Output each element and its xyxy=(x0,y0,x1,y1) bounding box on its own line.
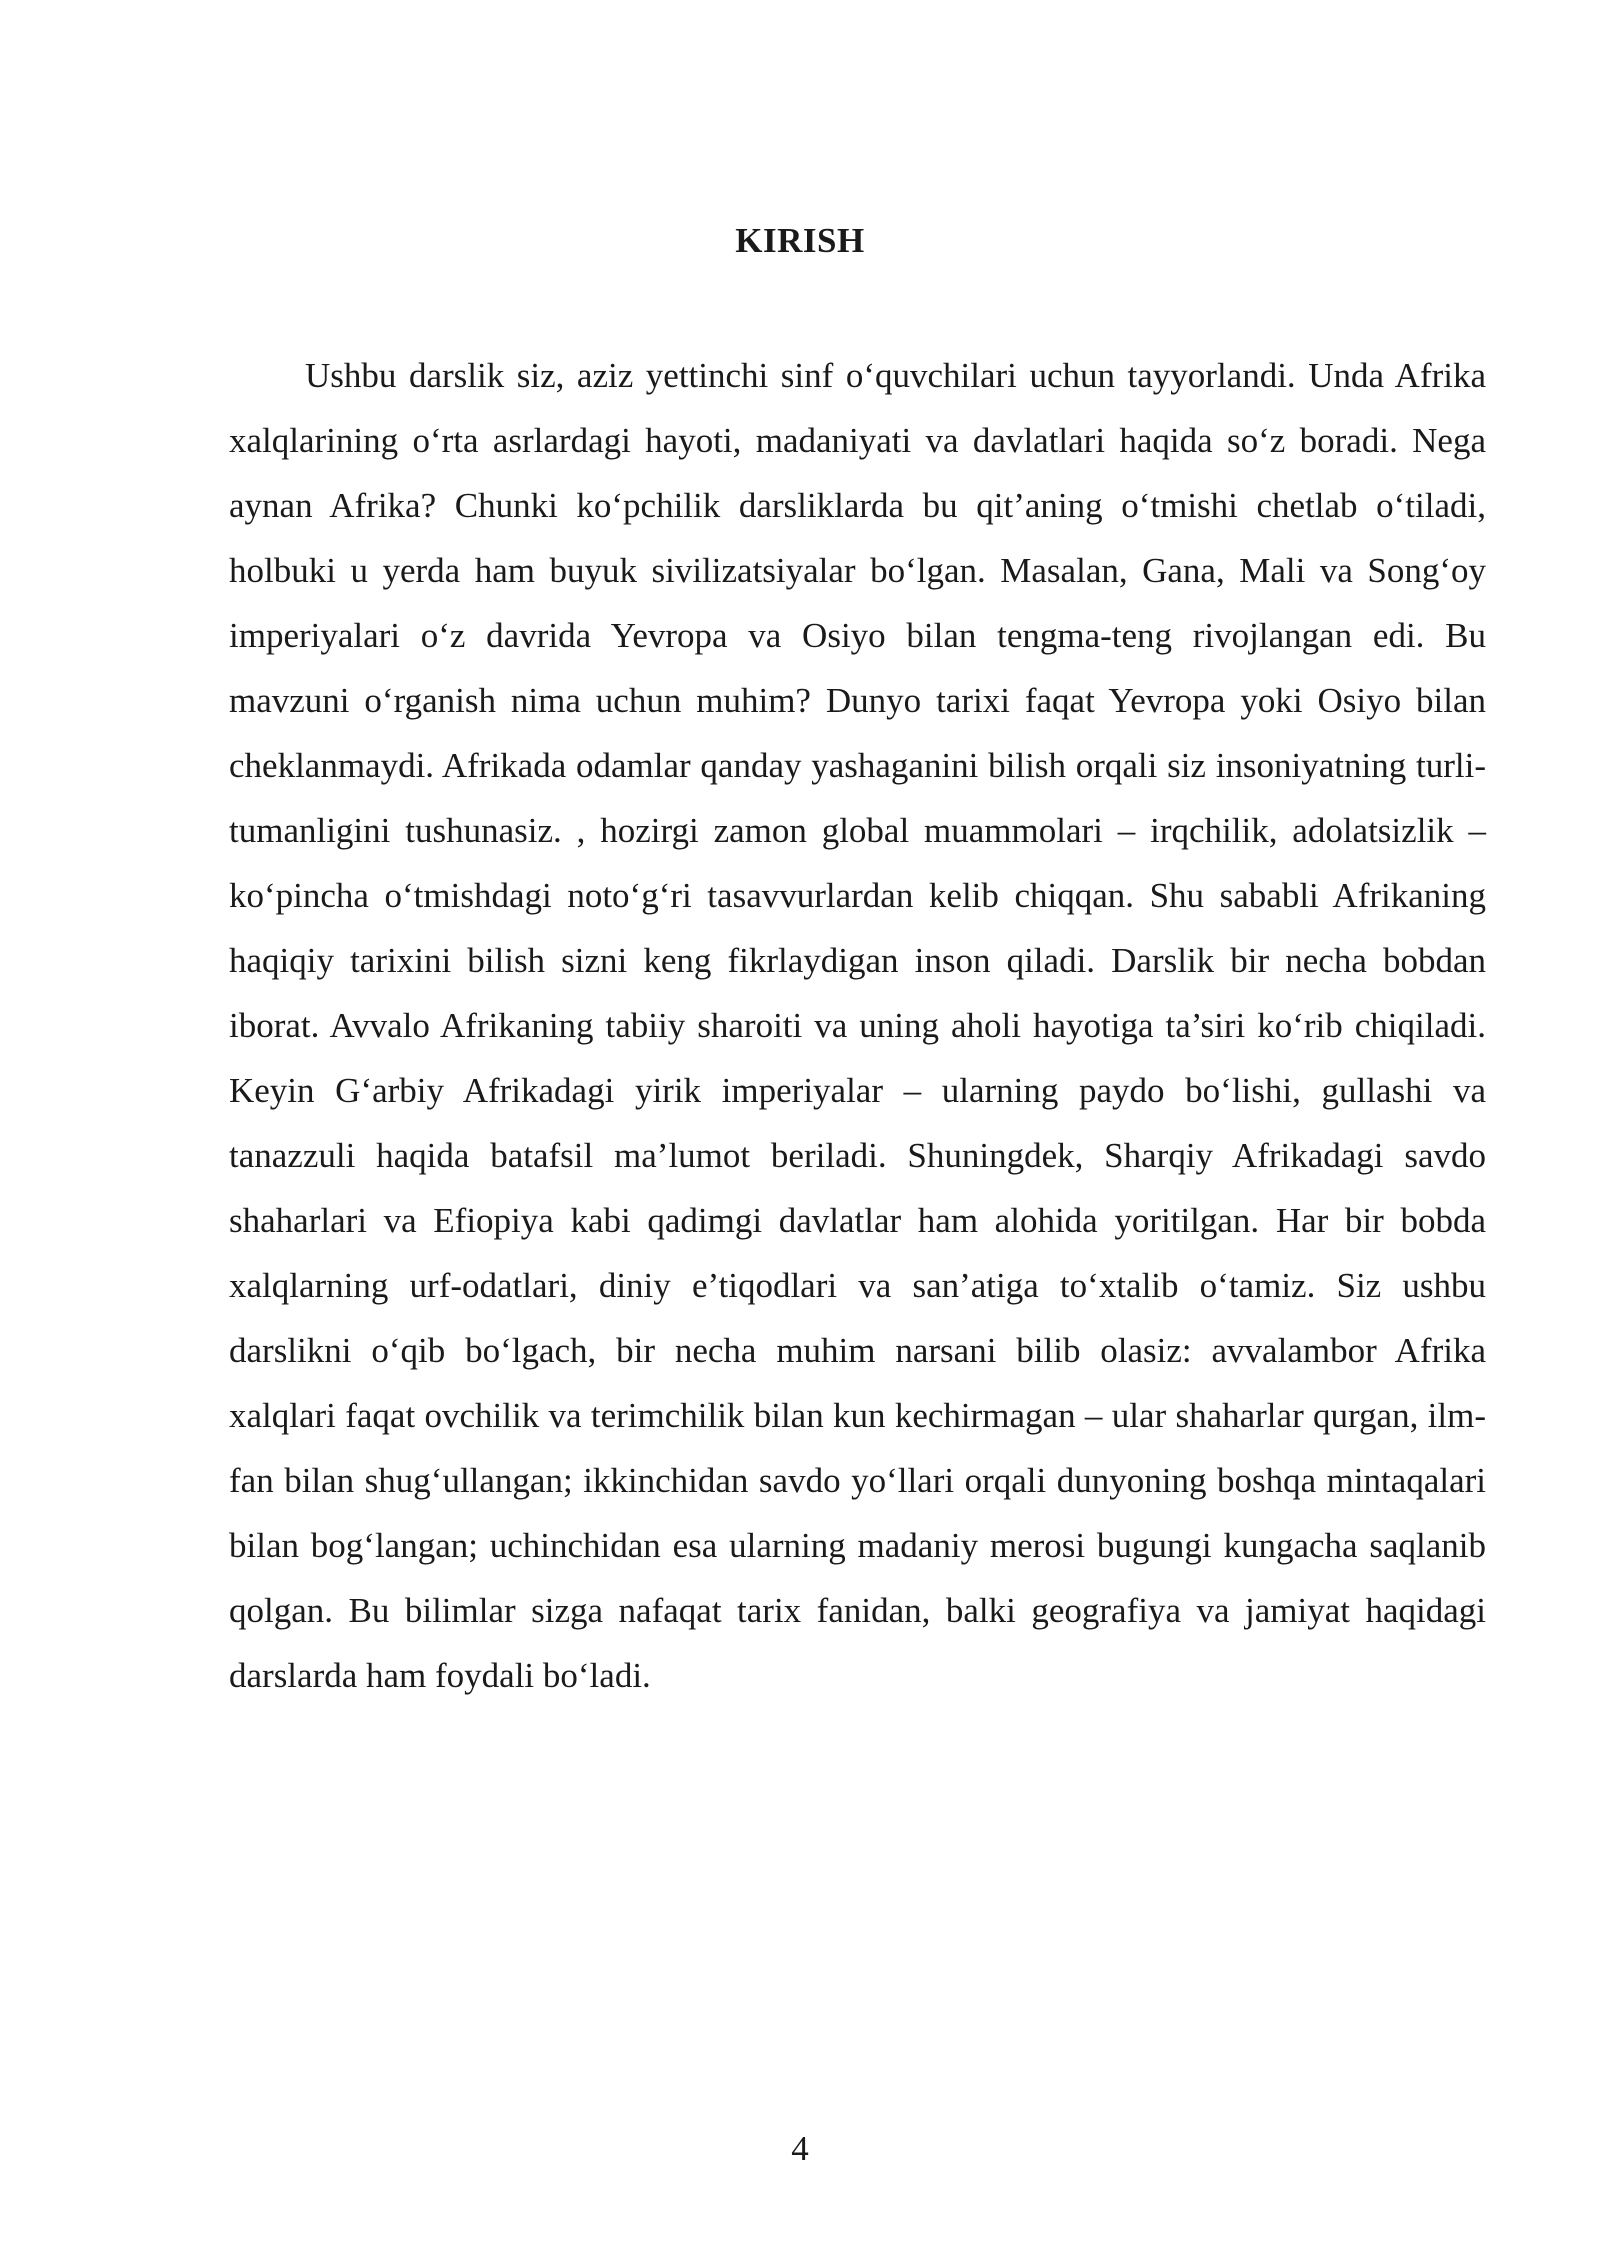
page-title: KIRISH xyxy=(735,221,865,260)
page-number: 4 xyxy=(791,2129,809,2168)
body-paragraph: Ushbu darslik siz, aziz yettinchi sinf o‘quvchilari uchun tayyorlandi. Unda Afrika xalqlarining o‘rta asrlardagi hayoti, madaniyati va davlatlari haqida so‘z boradi. Nega aynan Afrika? Chunki ko‘pchilik darsliklarda bu qit’aning o‘tmishi chetlab o‘tiladi, holbuki u yerda ham buyuk sivilizatsiyalar bo‘lgan. Masalan, Gana, Mali va Song‘oy imperiyalari o‘z davrida Yevropa va Osiyo bilan tengma-teng rivojlangan edi. Bu mavzuni o‘rganish nima uchun muhim? Dunyo tarixi faqat Yevropa yoki Osiyo bilan cheklanmaydi. Afrikada odamlar qanday yashaganini bilish orqali siz insoniyatning turli-tumanligini tushunasiz. , hozirgi zamon global muammolari – irqchilik, adolatsizlik – ko‘pincha o‘tmishdagi noto‘g‘ri tasavvurlardan kelib chiqqan. Shu sababli Afrikaning haqiqiy tarixini bilish sizni keng fikrlaydigan inson qiladi. Darslik bir necha bobdan iborat. Avvalo Afrikaning tabiiy sharoiti va uning aholi hayotiga ta’siri ko‘rib chiqiladi. Keyin G‘arbiy Afrikadagi yirik imperiyalar – ularning paydo bo‘lishi, gullashi va tanazzuli haqida batafsil ma’lumot beriladi. Shuningdek, Sharqiy Afrikadagi savdo shaharlari va Efiopiya kabi qadimgi davlatlar ham alohida yoritilgan. Har bir bobda xalqlarning urf-odatlari, diniy e’tiqodlari va san’atiga to‘xtalib o‘tamiz. Siz ushbu darslikni o‘qib bo‘lgach, bir necha muhim narsani bilib olasiz: avvalambor Afrika xalqlari faqat ovchilik va terimchilik bilan kun kechirmagan – ular shaharlar qurgan, ilm-fan bilan shug‘ullangan; ikkinchidan savdo yo‘llari orqali dunyoning boshqa mintaqalari bilan bog‘langan; uchinchidan esa ularning madaniy merosi bugungi kungacha saqlanib qolgan. Bu bilimlar sizga nafaqat tarix fanidan, balki geografiya va jamiyat haqidagi darslarda ham foydali bo‘ladi. xyxy=(229,356,1486,1695)
